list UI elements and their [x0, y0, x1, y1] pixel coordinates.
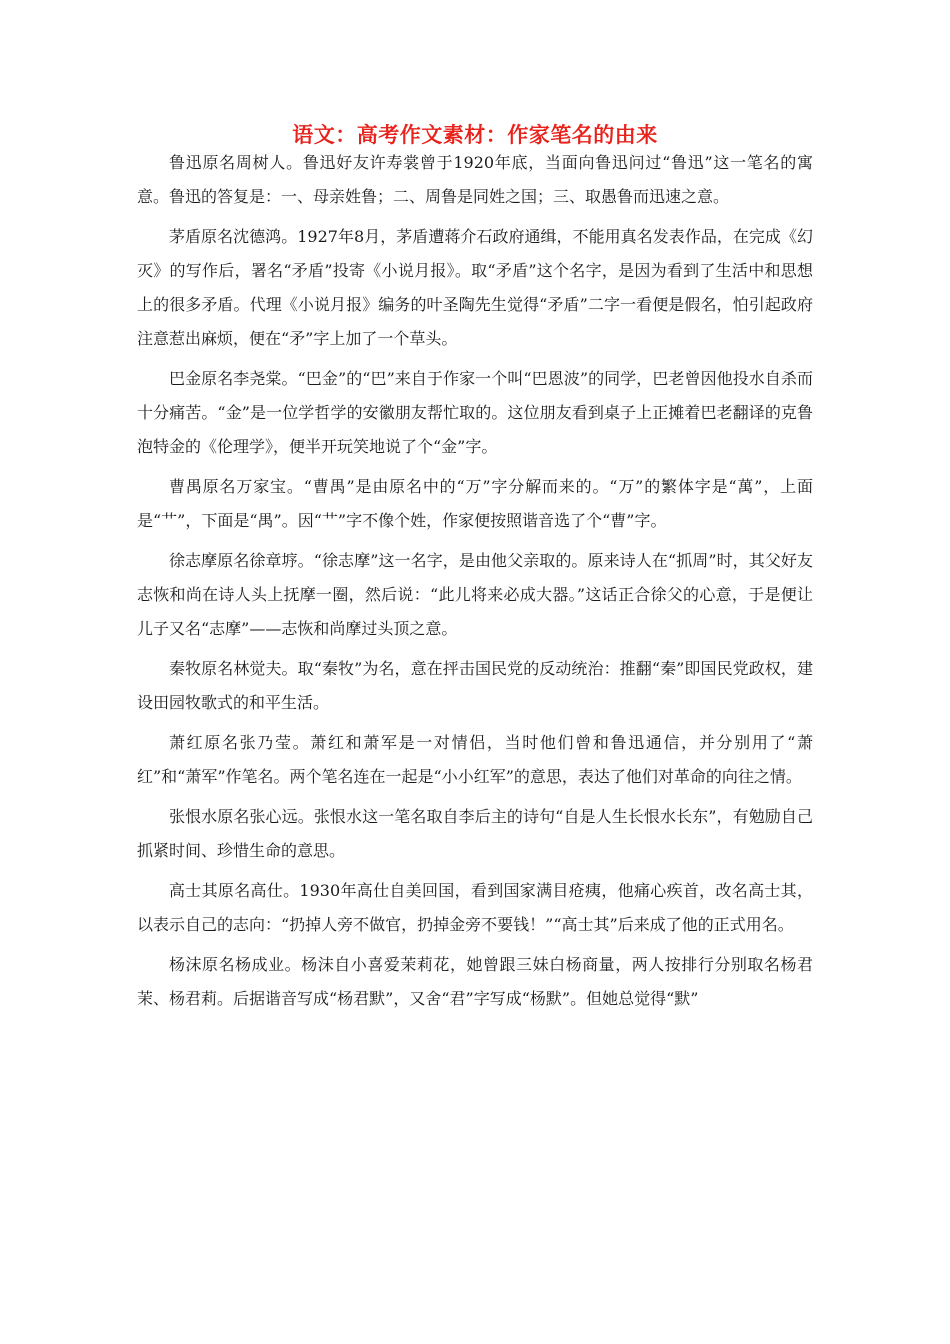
- paragraph-gao-shiqi: 高士其原名高仕。1930年高仕自美回国，看到国家满目疮痍，他痛心疾首，改名高士其，以表示自己的志向：“扔掉人旁不做官，扔掉金旁不要钱！”“高士其”后来成了他的正式用名。: [137, 881, 813, 934]
- paragraph-qin-mu: 秦牧原名林觉夫。取“秦牧”为名，意在抨击国民党的反动统治：推翻“秦”即国民党政权，建设田园牧歌式的和平生活。: [137, 659, 813, 712]
- paragraph-zhang-henshui: 张恨水原名张心远。张恨水这一笔名取自李后主的诗句“自是人生长恨水长东”，有勉励自己抓紧时间、珍惜生命的意思。: [137, 807, 813, 860]
- paragraph-xiao-hong: 萧红原名张乃莹。萧红和萧军是一对情侣，当时他们曾和鲁迅通信，并分别用了“萧红”和“萧军”作笔名。两个笔名连在一起是“小小红军”的意思，表达了他们对革命的向往之情。: [137, 733, 813, 786]
- paragraph-cao-yu: 曹禺原名万家宝。“曹禺”是由原名中的“万”字分解而来的。“万”的繁体字是“萬”，上面是“艹”，下面是“禺”。因“艹”字不像个姓，作家便按照谐音选了个“曹”字。: [137, 477, 813, 530]
- paragraph-yang-mo: 杨沫原名杨成业。杨沫自小喜爱茉莉花，她曾跟三妹白杨商量，两人按排行分别取名杨君茉、杨君莉。后据谐音写成“杨君默”，又舍“君”字写成“杨默”。但她总觉得“默”: [137, 955, 813, 1008]
- document-body: [137, 146, 813, 1022]
- paragraph-ba-jin: 巴金原名李尧棠。“巴金”的“巴”来自于作家一个叫“巴恩波”的同学，巴老曾因他投水自杀而十分痛苦。“金”是一位学哲学的安徽朋友帮忙取的。这位朋友看到桌子上正摊着巴老翻译的克鲁泡特金的《伦理学》，便半开玩笑地说了个“金”字。: [137, 369, 813, 456]
- paragraph-lu-xun: 鲁迅原名周树人。鲁迅好友许寿裳曾于1920年底，当面向鲁迅问过“鲁迅”这一笔名的寓意。鲁迅的答复是：一、母亲姓鲁；二、周鲁是同姓之国；三、取愚鲁而迅速之意。: [137, 153, 813, 206]
- document-title: 语文：高考作文素材：作家笔名的由来: [292, 122, 658, 147]
- paragraph-mao-dun: 茅盾原名沈德鸿。1927年8月，茅盾遭蒋介石政府通缉，不能用真名发表作品，在完成《幻灭》的写作后，署名“矛盾”投寄《小说月报》。取“矛盾”这个名字，是因为看到了生活中和思想上的很多矛盾。代理《小说月报》编务的叶圣陶先生觉得“矛盾”二字一看便是假名，怕引起政府注意惹出麻烦，便在“矛”字上加了一个草头。: [137, 227, 813, 348]
- paragraph-xu-zhimo: 徐志摩原名徐章垿。“徐志摩”这一名字，是由他父亲取的。原来诗人在“抓周”时，其父好友志恢和尚在诗人头上抚摩一圈，然后说：“此儿将来必成大器。”这话正合徐父的心意，于是便让儿子又名“志摩”——志恢和尚摩过头顶之意。: [137, 551, 813, 638]
